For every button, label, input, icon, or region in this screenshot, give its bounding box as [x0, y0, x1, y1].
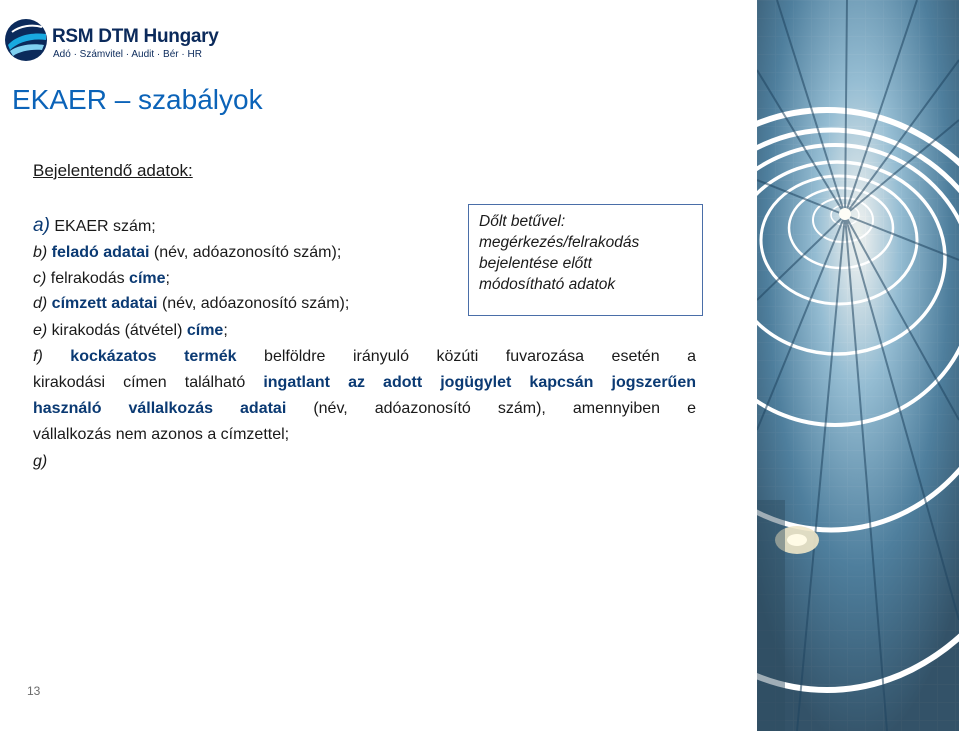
page-number: 13	[27, 684, 41, 698]
list-item-e	[33, 321, 228, 341]
brand-tagline: Adó · Számvitel · Audit · Bér · HR	[53, 49, 202, 60]
item-text: felrakodás	[46, 270, 130, 287]
brand-name: RSM DTM Hungary	[52, 26, 219, 47]
item-label: f)	[33, 348, 43, 365]
list-item-f-line-1	[33, 347, 696, 367]
item-text: EKAER szám;	[49, 218, 156, 235]
item-text: belföldre irányuló közúti fuvarozása esetén a	[236, 348, 696, 365]
item-label: c)	[33, 270, 47, 287]
item-bold-text: címe	[129, 270, 166, 287]
callout-line: bejelentése előtt	[479, 255, 592, 272]
item-label: a)	[33, 215, 50, 236]
item-text: kirakodási címen található	[33, 374, 264, 391]
item-label: b)	[33, 244, 48, 261]
slide-title: EKAER – szabályok	[12, 84, 263, 115]
list-item-b	[33, 243, 341, 263]
rsm-logo-icon	[4, 18, 48, 62]
spiral-staircase-icon	[757, 0, 959, 731]
callout-line: módosítható adatok	[479, 276, 616, 293]
brand-logo	[4, 12, 219, 68]
list-item-f-line-4	[33, 425, 289, 445]
item-tail: ;	[223, 322, 228, 339]
item-tail: ;	[165, 270, 170, 287]
spiral-staircase-photo	[757, 0, 959, 731]
item-bold-text: címe	[186, 322, 224, 339]
item-bold-text: használó vállalkozás adatai	[33, 400, 287, 417]
callout-line: Dőlt betűvel:	[479, 213, 566, 230]
list-item-f-line-3	[33, 399, 696, 419]
item-text: vállalkozás nem azonos a címzettel;	[33, 426, 290, 443]
list-item-a	[33, 216, 156, 237]
item-bold-text: címzett adatai	[47, 295, 158, 312]
list-item-d	[33, 294, 349, 314]
list-item-c	[33, 269, 170, 289]
list-item-g	[33, 452, 47, 472]
italic-note-callout	[468, 204, 703, 316]
item-text: kirakodás (átvétel)	[47, 322, 187, 339]
callout-line: megérkezés/felrakodás	[479, 234, 640, 251]
list-item-f-line-2	[33, 373, 696, 393]
item-label: d)	[33, 295, 48, 312]
section-subheading: Bejelentendő adatok:	[33, 161, 193, 180]
item-text: (név, adóazonosító szám), amennyiben e	[286, 400, 696, 417]
item-bold-text: feladó adatai	[47, 244, 150, 261]
item-text: (név, adóazonosító szám);	[149, 244, 342, 261]
item-bold-text: kockázatos termék	[42, 348, 237, 365]
item-label: e)	[33, 322, 48, 339]
item-label: g)	[33, 453, 48, 470]
item-text: (név, adóazonosító szám);	[157, 295, 350, 312]
item-bold-text: ingatlant az adott jogügylet kapcsán jogszerűen	[263, 374, 696, 391]
